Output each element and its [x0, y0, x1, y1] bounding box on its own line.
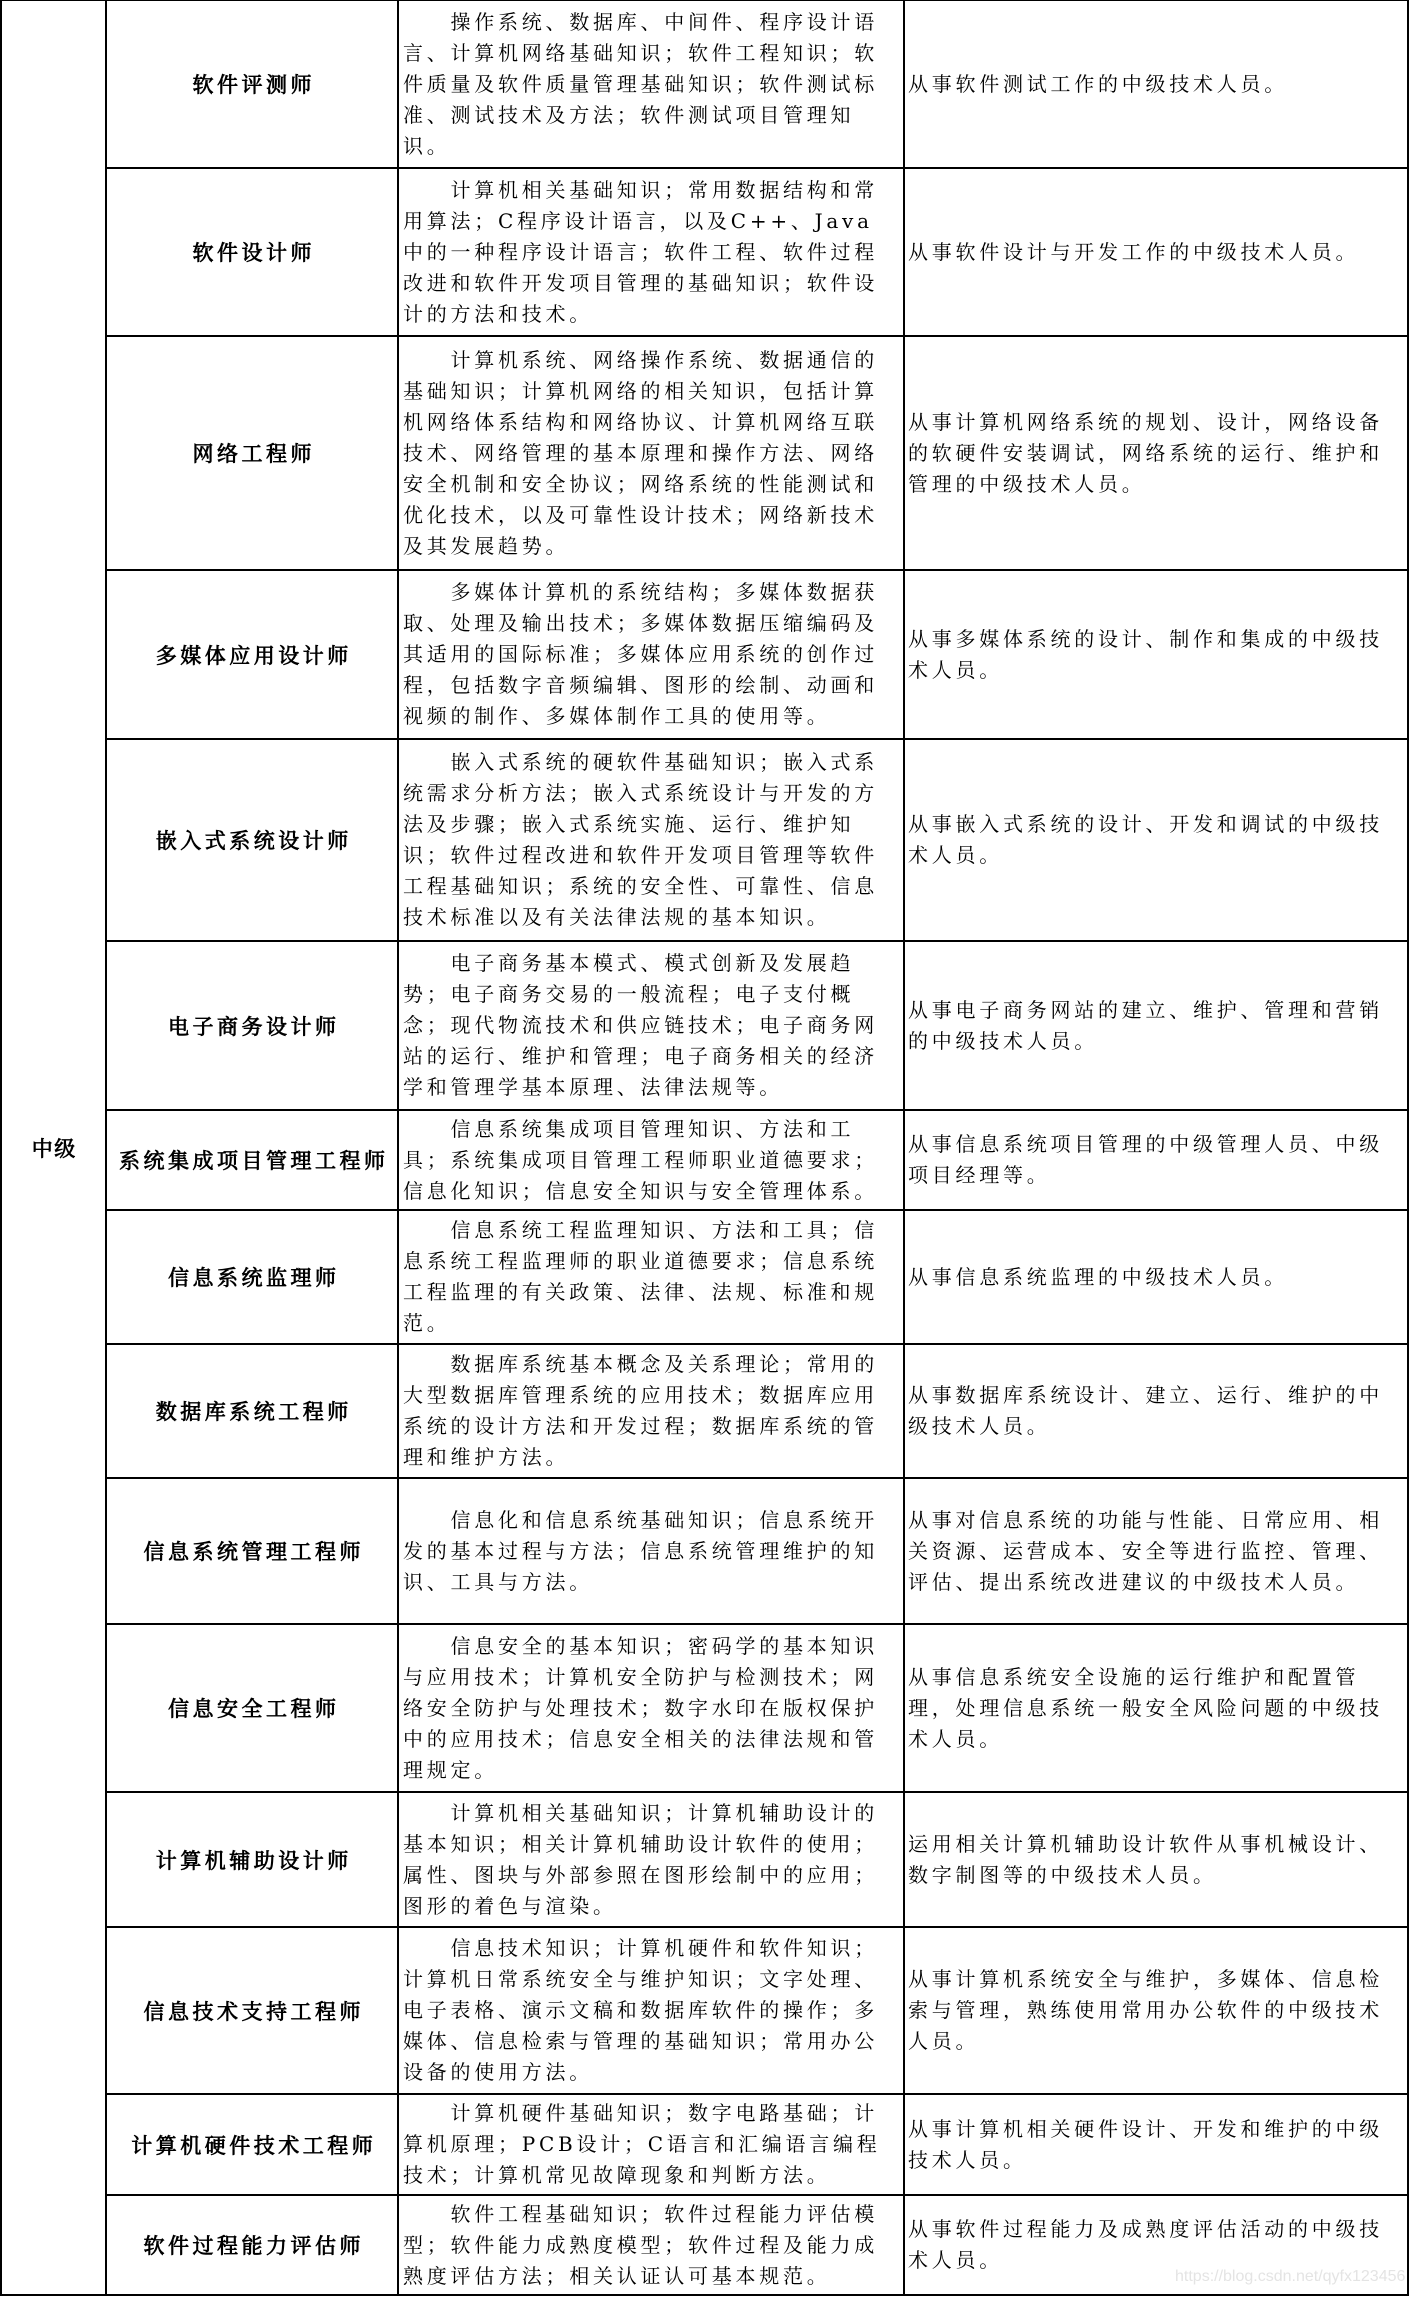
duty-text: 从事软件测试工作的中级技术人员。 [908, 71, 1288, 96]
knowledge-cell [399, 169, 905, 337]
duty-text: 从事信息系统监理的中级技术人员。 [908, 1264, 1288, 1289]
exam-title-cell [107, 1479, 399, 1625]
exam-title: 系统集成项目管理工程师 [119, 1148, 389, 1173]
exam-title: 计算机硬件技术工程师 [131, 2132, 377, 2158]
exam-title-cell [107, 942, 399, 1111]
duty-cell [905, 1793, 1409, 1928]
duty-cell [905, 1, 1409, 169]
knowledge-text: 操作系统、数据库、中间件、程序设计语言、计算机网络基础知识；软件工程知识；软件质量及软件质量管理基础知识；软件测试标准、测试技术及方法；软件测试项目管理知识。 [403, 9, 878, 158]
knowledge-cell [399, 1793, 905, 1928]
exam-title-cell [107, 1928, 399, 2095]
exam-title: 计算机辅助设计师 [155, 1847, 352, 1873]
duty-text: 从事多媒体系统的设计、制作和集成的中级技术人员。 [908, 626, 1383, 682]
knowledge-text: 信息安全的基本知识；密码学的基本知识与应用技术；计算机安全防护与检测技术；网络安全防护与处理技术；数字水印在版权保护中的应用技术；信息安全相关的法律法规和管理规定。 [403, 1633, 878, 1782]
knowledge-text: 计算机相关基础知识；常用数据结构和常用算法；C程序设计语言，以及C++、Java中的一种程序设计语言；软件工程、软件过程改进和软件开发项目管理的基础知识；软件设计的方法和技术。 [403, 177, 878, 326]
knowledge-cell [399, 1625, 905, 1793]
duty-cell [905, 337, 1409, 571]
duty-text: 从事对信息系统的功能与性能、日常应用、相关资源、运营成本、安全等进行监控、管理、评估、提出系统改进建议的中级技术人员。 [908, 1507, 1383, 1594]
duty-cell [905, 1479, 1409, 1625]
exam-title-cell [107, 2095, 399, 2196]
knowledge-text: 软件工程基础知识；软件过程能力评估模型；软件能力成熟度模型；软件过程及能力成熟度评估方法；相关认证认可基本规范。 [403, 2201, 878, 2288]
knowledge-text: 计算机硬件基础知识；数字电路基础；计算机原理；PCB设计；C语言和汇编语言编程技术；计算机常见故障现象和判断方法。 [403, 2101, 881, 2187]
duty-text: 从事信息系统项目管理的中级管理人员、中级项目经理等。 [908, 1132, 1383, 1187]
duty-text: 从事电子商务网站的建立、维护、管理和营销的中级技术人员。 [908, 997, 1383, 1053]
duty-cell [905, 1345, 1409, 1479]
knowledge-text: 信息系统工程监理知识、方法和工具；信息系统工程监理师的职业道德要求；信息系统工程监理的有关政策、法律、法规、标准和规范。 [403, 1218, 878, 1335]
knowledge-cell [399, 2095, 905, 2196]
exam-title-cell [107, 2196, 399, 2296]
exam-title-cell [107, 1, 399, 169]
exam-title-cell [107, 571, 399, 740]
exam-title: 网络工程师 [192, 441, 315, 466]
exam-title: 嵌入式系统设计师 [155, 828, 352, 853]
knowledge-text: 数据库系统基本概念及关系理论；常用的大型数据库管理系统的应用技术；数据库应用系统的设计方法和开发过程；数据库系统的管理和维护方法。 [403, 1352, 878, 1469]
exam-title-cell [107, 337, 399, 571]
duty-text: 从事信息系统安全设施的运行维护和配置管理，处理信息系统一般安全风险问题的中级技术人员。 [908, 1664, 1383, 1751]
knowledge-cell [399, 1928, 905, 2095]
duty-cell [905, 1928, 1409, 2095]
duty-cell [905, 571, 1409, 740]
exam-title: 电子商务设计师 [168, 1013, 340, 1039]
exam-title-cell [107, 1211, 399, 1345]
knowledge-cell [399, 571, 905, 740]
exam-title: 信息系统管理工程师 [143, 1539, 364, 1564]
exam-title: 软件过程能力评估师 [143, 2233, 364, 2258]
duty-cell [905, 1111, 1409, 1211]
exam-title-cell [107, 1793, 399, 1928]
knowledge-cell [399, 2196, 905, 2296]
knowledge-text: 多媒体计算机的系统结构；多媒体数据获取、处理及输出技术；多媒体数据压缩编码及其适用的国际标准；多媒体应用系统的创作过程，包括数字音频编辑、图形的绘制、动画和视频的制作、多媒体制作工具的使用等。 [403, 580, 878, 728]
knowledge-cell [399, 740, 905, 942]
duty-text: 从事软件设计与开发工作的中级技术人员。 [908, 239, 1360, 264]
knowledge-cell [399, 1211, 905, 1345]
duty-text: 从事计算机系统安全与维护，多媒体、信息检索与管理，熟练使用常用办公软件的中级技术人员。 [908, 1967, 1383, 2053]
knowledge-cell [399, 942, 905, 1111]
duty-text: 运用相关计算机辅助设计软件从事机械设计、数字制图等的中级技术人员。 [908, 1831, 1383, 1887]
exam-title: 信息技术支持工程师 [143, 1998, 364, 2024]
exam-title-cell [107, 1345, 399, 1479]
duty-cell [905, 2095, 1409, 2196]
duty-cell [905, 169, 1409, 337]
exam-title: 信息系统监理师 [168, 1265, 340, 1290]
exam-title: 软件评测师 [192, 72, 315, 97]
duty-cell [905, 942, 1409, 1111]
knowledge-cell [399, 1345, 905, 1479]
exam-title: 软件设计师 [192, 240, 315, 265]
knowledge-cell [399, 1479, 905, 1625]
knowledge-text: 计算机相关基础知识；计算机辅助设计的基本知识；相关计算机辅助设计软件的使用；属性、图块与外部参照在图形绘制中的应用；图形的着色与渲染。 [403, 1800, 878, 1918]
exam-title-cell [107, 1111, 399, 1211]
duty-cell [905, 1625, 1409, 1793]
level-cell [2, 1, 107, 2296]
knowledge-text: 信息技术知识；计算机硬件和软件知识；计算机日常系统安全与维护知识；文字处理、电子表格、演示文稿和数据库软件的操作；多媒体、信息检索与管理的基础知识；常用办公设备的使用方法。 [403, 1936, 878, 2084]
duty-text: 从事软件过程能力及成熟度评估活动的中级技术人员。 [908, 2217, 1383, 2272]
knowledge-text: 信息系统集成项目管理知识、方法和工具；系统集成项目管理工程师职业道德要求；信息化知识；信息安全知识与安全管理体系。 [403, 1116, 878, 1203]
knowledge-text: 嵌入式系统的硬软件基础知识；嵌入式系统需求分析方法；嵌入式系统设计与开发的方法及步骤；嵌入式系统实施、运行、维护知识；软件过程改进和软件开发项目管理等软件工程基础知识；系统的安全性、可靠性、信息技术标准以及有关法律法规的基本知识。 [403, 750, 878, 929]
knowledge-cell [399, 337, 905, 571]
exam-title-cell [107, 1625, 399, 1793]
knowledge-text: 信息化和信息系统基础知识；信息系统开发的基本过程与方法；信息系统管理维护的知识、工具与方法。 [403, 1507, 878, 1594]
duty-cell [905, 740, 1409, 942]
duty-text: 从事嵌入式系统的设计、开发和调试的中级技术人员。 [908, 812, 1383, 867]
duty-cell [905, 1211, 1409, 1345]
knowledge-cell [399, 1, 905, 169]
knowledge-cell [399, 1111, 905, 1211]
exam-title: 数据库系统工程师 [155, 1399, 352, 1424]
exam-title-cell [107, 740, 399, 942]
duty-text: 从事数据库系统设计、建立、运行、维护的中级技术人员。 [908, 1383, 1383, 1438]
exam-title-cell [107, 169, 399, 337]
watermark-text: https://blog.csdn.net/qyfx123456 [1175, 2268, 1406, 2285]
knowledge-text: 电子商务基本模式、模式创新及发展趋势；电子商务交易的一般流程；电子支付概念；现代物流技术和供应链技术；电子商务网站的运行、维护和管理；电子商务相关的经济学和管理学基本原理、法律法规等。 [403, 951, 878, 1099]
knowledge-text: 计算机系统、网络操作系统、数据通信的基础知识；计算机网络的相关知识，包括计算机网络体系结构和网络协议、计算机网络互联技术、网络管理的基本原理和操作方法、网络安全机制和安全协议；网络系统的性能测试和优化技术，以及可靠性设计技术；网络新技术及其发展趋势。 [403, 347, 878, 558]
exam-title: 信息安全工程师 [168, 1696, 340, 1721]
duty-text: 从事计算机相关硬件设计、开发和维护的中级技术人员。 [908, 2116, 1383, 2172]
exam-title: 多媒体应用设计师 [155, 642, 352, 668]
duty-text: 从事计算机网络系统的规划、设计，网络设备的软硬件安装调试，网络系统的运行、维护和管理的中级技术人员。 [908, 409, 1383, 496]
level-label: 中级 [31, 1135, 77, 1161]
